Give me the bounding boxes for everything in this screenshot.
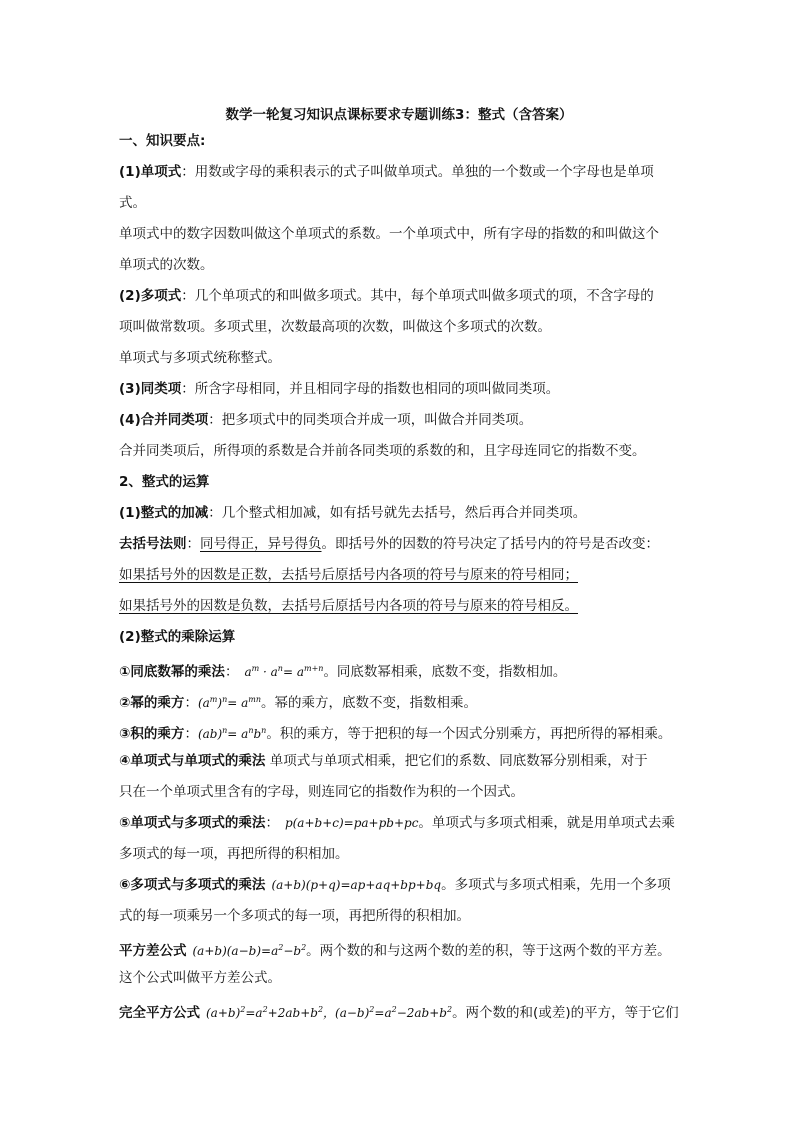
paragraph-monomial: (1)单项式：用数或字母的乘积表示的式子叫做单项式。单独的一个数或一个字母也是单项 (119, 164, 654, 180)
paragraph-line: 只在一个单项式里含有的字母，则连同它的指数作为积的一个因式。 (119, 784, 524, 800)
paragraph-line: 合并同类项后，所得项的系数是合并前各同类项的系数的和，且字母连同它的指数不变。 (119, 443, 646, 459)
paragraph-difference-of-squares: 平方差公式 $(a+b)(a-b)=a^2-b^2$。两个数的和与这两个数的差的积，等于这两个数的平方差。 (119, 943, 671, 959)
paragraph-perfect-square: 完全平方公式 $(a+b)^2=a^2+2ab+b^2$，$(a-b)^2=a^2-2ab+b^2$。两个数的和(或差)的平方，等于它们 (119, 1005, 679, 1021)
section-heading-knowledge: 一、知识要点: (119, 133, 206, 149)
paragraph-polynomial: (2)多项式：几个单项式的和叫做多项式。其中，每个单项式叫做多项式的项，不含字母的 (119, 288, 654, 304)
formula-power-of-product: $(ab)^n= a^nb^n$ (197, 726, 267, 741)
paragraph-combine: (4)合并同类项：把多项式中的同类项合并成一项，叫做合并同类项。 (119, 412, 533, 428)
paragraph-power-of-power: ②幂的乘方：$(a^m)^n= a^{mn}$。幂的乘方，底数不变，指数相乘。 (119, 695, 477, 711)
formula-power-of-power: $(a^m)^n= a^{mn}$ (197, 695, 261, 710)
subsection-heading-multiply: (2)整式的乘除运算 (119, 629, 236, 645)
paragraph-mono-mono: ④单项式与单项式的乘法 单项式与单项式相乘，把它们的系数、同底数幂分别相乘，对于 (119, 753, 648, 769)
formula-perfect-square: $(a+b)^2=a^2+2ab+b^2$，$(a-b)^2=a^2-2ab+b^2$ (206, 1005, 453, 1020)
paragraph-line: 式的每一项乘另一个多项式的每一项，再把所得的积相加。 (119, 908, 470, 924)
formula-mono-poly: p(a+b+c)=pa+pb+pc (284, 816, 419, 830)
document-page (119, 96, 679, 1025)
paragraph-like-terms: (3)同类项：所含字母相同，并且相同字母的指数也相同的项叫做同类项。 (119, 381, 560, 397)
paragraph-line: 式。 (119, 195, 146, 211)
paragraph-mono-poly: ⑤单项式与多项式的乘法： p(a+b+c)=pa+pb+pc。单项式与多项式相乘，就是用单项式去乘 (119, 815, 675, 831)
paragraph-line: 项叫做常数项。多项式里，次数最高项的次数，叫做这个多项式的次数。 (119, 319, 551, 335)
paragraph-line: 单项式的次数。 (119, 257, 214, 273)
formula-difference-of-squares: $(a+b)(a-b)=a^2-b^2$ (192, 943, 307, 958)
paragraph-line: 单项式与多项式统称整式。 (119, 350, 281, 366)
paragraph-poly-poly: ⑥多项式与多项式的乘法 (a+b)(p+q)=ap+aq+bp+bq。多项式与多项式相乘，先用一个多项 (119, 877, 671, 893)
paragraph-bracket-rule: 去括号法则：同号得正，异号得负。即括号外的因数的符号决定了括号内的符号是否改变： (119, 536, 659, 552)
paragraph-line: 这个公式叫做平方差公式。 (119, 970, 281, 986)
paragraph-same-base: ①同底数幂的乘法： $a^m \cdot a^n= a^{m+n}$。同底数幂相乘，底数不变，指数相加。 (119, 664, 567, 680)
document-title: 数学一轮复习知识点课标要求专题训练3：整式（含答案） (225, 107, 573, 123)
section-heading-operations: 2、整式的运算 (119, 474, 210, 490)
formula-poly-poly: (a+b)(p+q)=ap+aq+bp+bq (271, 878, 442, 892)
paragraph-line: 单项式中的数字因数叫做这个单项式的系数。一个单项式中，所有字母的指数的和叫做这个 (119, 226, 659, 242)
paragraph-line: 多项式的每一项，再把所得的积相加。 (119, 846, 349, 862)
paragraph-line-underlined: 如果括号外的因数是正数，去括号后原括号内各项的符号与原来的符号相同； (119, 567, 578, 583)
paragraph-add-subtract: (1)整式的加减：几个整式相加减，如有括号就先去括号，然后再合并同类项。 (119, 505, 587, 521)
formula-same-base: $a^m \cdot a^n= a^{m+n}$ (244, 664, 324, 679)
paragraph-line-underlined: 如果括号外的因数是负数，去括号后原括号内各项的符号与原来的符号相反。 (119, 598, 578, 614)
paragraph-power-of-product: ③积的乘方：$(ab)^n= a^nb^n$。积的乘方，等于把积的每一个因式分别乘方，再把所得的幂相乘。 (119, 726, 672, 742)
